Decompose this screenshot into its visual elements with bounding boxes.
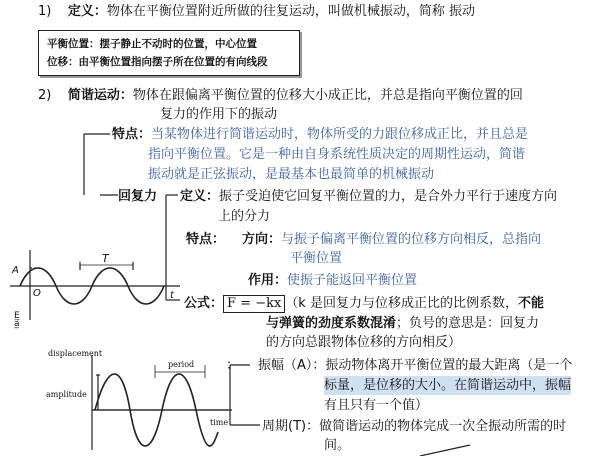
graph-displacement-time: [92, 355, 232, 450]
formula-line2: [266, 314, 539, 333]
direction-label: 方向：: [242, 232, 282, 247]
formula-line1: [184, 294, 544, 313]
restoring-feature-label: 特点：: [186, 232, 226, 247]
amplitude-text-line1: 振动物体离开平衡位置的最大距离（是一个: [325, 358, 573, 373]
formula-label: 公式：: [184, 296, 224, 311]
graph-sine-wave: [10, 250, 180, 320]
period-text-line1: 做简谐运动的物体完成一次全振动所需的时: [319, 419, 567, 434]
item1-label: 定义：: [67, 4, 107, 19]
formula-note2: ；负号的意思是：回复力: [396, 316, 540, 331]
amplitude-text-line3: 有且只有一个值）: [324, 398, 429, 413]
graph1-side-glyphs: E̲ a̲: [14, 311, 20, 329]
amplitude-text-line2: 标量，是位移的大小。在简谐运动中，振幅: [324, 378, 572, 393]
restoring-force-label: 回复力: [118, 189, 158, 204]
note-box-line2: 位移：由平衡位置指向摆子所在位置的有向线段: [47, 56, 268, 68]
amplitude-label: 振幅（A）：: [258, 358, 326, 373]
item2-number: 2): [38, 88, 52, 103]
features-text-line2: 指向平衡位置。它是一种由自身系统性质决定的周期性运动，简谐: [148, 147, 526, 162]
formula-note1: （k 是回复力与位移成正比的比例系数，: [285, 296, 518, 311]
graph2-amplitude-label: amplitude: [46, 390, 87, 399]
graph1-A-label: A: [12, 265, 19, 276]
period-line1: [262, 417, 566, 436]
graph1-T-label: T: [102, 252, 109, 265]
restoring-def-line1: [180, 187, 557, 206]
effect-label: 作用：: [248, 273, 288, 288]
features-line1: [112, 125, 528, 144]
item2-text-line1: 物体在跟偏离平衡位置的位移大小成正比，并总是指向平衡位置的回: [132, 88, 523, 103]
direction-text-line1: 与振子偏离平衡位置的位移方向相反，总指向: [281, 232, 542, 247]
direction-text-line2: 平衡位置: [290, 251, 343, 266]
note-box-line1: 平衡位置：摆子静止不动时的位置，中心位置: [47, 38, 257, 50]
item1-text: 物体在平衡位置附近所做的往复运动，叫做机械振动，简称 振动: [106, 4, 476, 19]
features-text-line3: 振动就是正弦振动，是最基本也最简单的机械振动: [148, 167, 435, 182]
formula-note3: 的方向总跟物体位移的方向相反）: [266, 335, 462, 350]
connector-period-tail: [420, 445, 470, 456]
effect-text: 使振子能返回平衡位置: [287, 273, 418, 288]
direction-line1: [242, 230, 541, 249]
amplitude-line1: [258, 356, 572, 375]
graph2-displacement-label: displacement: [48, 349, 103, 358]
note-box: [38, 30, 300, 76]
item2-text-line2: 复力的作用下的振动: [160, 107, 278, 122]
restoring-def-label: 定义：: [180, 189, 220, 204]
formula-note2-bold: 与弹簧的劲度系数混淆: [266, 316, 397, 331]
formula-note1-bold: 不能: [517, 296, 544, 311]
period-text-line2: 间。: [324, 438, 351, 453]
period-label: 周期(T)：: [262, 419, 320, 434]
graph1-O-label: O: [33, 288, 41, 299]
item2-label: 简谐运动：: [67, 88, 133, 103]
quantities-colon: ：: [226, 358, 240, 373]
item1-line: [38, 2, 475, 21]
item2-line1: [38, 86, 523, 105]
graph2-period-label: period: [168, 360, 195, 369]
restoring-def-text-line1: 振子受迫使它回复平衡位置的力，是合外力平行于速度方向: [219, 189, 558, 204]
formula-box: F = −kx: [223, 295, 285, 313]
features-label: 特点：: [112, 127, 152, 142]
graph2-time-label: time: [210, 418, 229, 427]
restoring-def-text-line2: 上的分力: [218, 209, 271, 224]
features-text-line1: 当某物体进行简谐运动时，物体所受的力跟位移成正比，并且总是: [151, 127, 529, 142]
graph1-t-label: t: [170, 290, 174, 301]
effect-line: [248, 271, 417, 290]
item1-number: 1): [38, 4, 52, 19]
